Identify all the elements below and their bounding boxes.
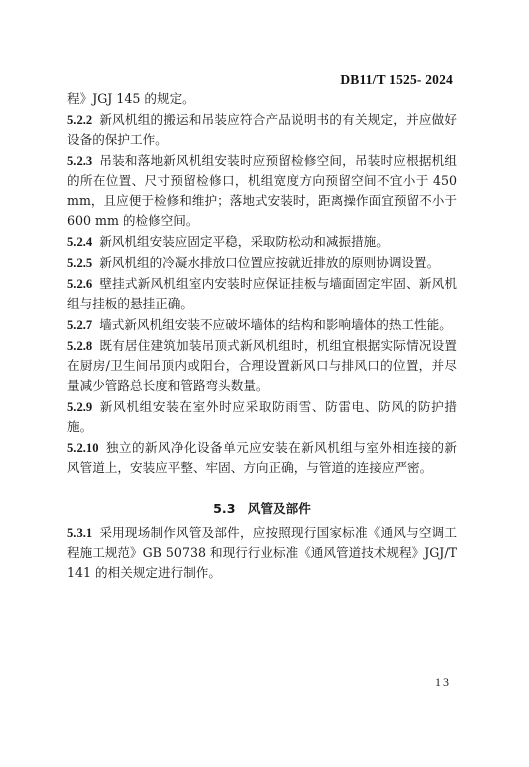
clause-number: 5.2.8 [67, 339, 93, 353]
section-number: 5.3 [213, 501, 236, 516]
clause-5-2-4 [67, 232, 457, 252]
clause-text: 壁挂式新风机组室内安装时应保证挂板与墙面固定牢固、新风机组与挂板的悬挂正确。 [67, 276, 457, 311]
page-content [67, 89, 457, 584]
clause-text: 独立的新风净化设备单元应安装在新风机组与室外相连接的新风管道上，安装应平整、牢固、方向正确，与管道的连接应严密。 [67, 440, 457, 475]
clause-text: 墙式新风机组安装不应破坏墙体的结构和影响墙体的热工性能。 [99, 317, 452, 332]
clause-5-2-6 [67, 274, 457, 314]
clause-number: 5.2.3 [67, 154, 93, 168]
clause-number: 5.3.1 [67, 526, 93, 540]
clause-5-2-3 [67, 151, 457, 231]
clause-text: 新风机组安装在室外时应采取防雨雪、防雷电、防风的防护措施。 [67, 399, 457, 434]
clause-text: 吊装和落地新风机组安装时应预留检修空间，吊装时应根据机组的所在位置、尺寸预留检修口，机组宽度方向预留空间不宜小于 450 mm，且应便于检修和维护；落地式安装时，距离操作面宜预留不小于 600 mm 的检修空间。 [67, 153, 457, 228]
clause-number: 5.2.5 [67, 256, 93, 270]
clause-text: 采用现场制作风管及部件，应按照现行国家标准《通风与空调工程施工规范》GB 50738 和现行行业标准《通风管道技术规程》JGJ/T 141 的相关规定进行制作。 [67, 525, 457, 580]
clause-5-2-9 [67, 397, 457, 437]
clause-5-2-2 [67, 110, 457, 150]
section-title: 风管及部件 [247, 501, 311, 516]
clause-number: 5.2.4 [67, 235, 93, 249]
clause-5-2-8 [67, 336, 457, 396]
clause-5-2-7 [67, 315, 457, 335]
clause-number: 5.2.6 [67, 277, 93, 291]
clause-5-3-1 [67, 523, 457, 583]
section-heading-5-3 [67, 499, 457, 519]
clause-text: 新风机组安装应固定平稳，采取防松动和减振措施。 [99, 234, 389, 249]
clause-number: 5.2.7 [67, 318, 93, 332]
clause-5-2-10 [67, 438, 457, 478]
clause-5-2-5 [67, 253, 457, 273]
clause-number: 5.2.2 [67, 113, 93, 127]
clause-text: 既有居住建筑加装吊顶式新风机组时，机组宜根据实际情况设置在厨房/卫生间吊顶内或阳台，合理设置新风口与排风口的位置，并尽量减少管路总长度和管路弯头数量。 [67, 338, 457, 393]
clause-text: 新风机组的冷凝水排放口位置应按就近排放的原则协调设置。 [99, 255, 440, 270]
continuation-paragraph: 程》JGJ 145 的规定。 [67, 91, 195, 106]
clause-number: 5.2.10 [67, 441, 99, 455]
clause-number: 5.2.9 [67, 400, 93, 414]
clause-text: 新风机组的搬运和吊装应符合产品说明书的有关规定，并应做好设备的保护工作。 [67, 112, 457, 147]
document-code-header: DB11/T 1525- 2024 [340, 72, 453, 87]
page-number: 13 [435, 675, 451, 689]
